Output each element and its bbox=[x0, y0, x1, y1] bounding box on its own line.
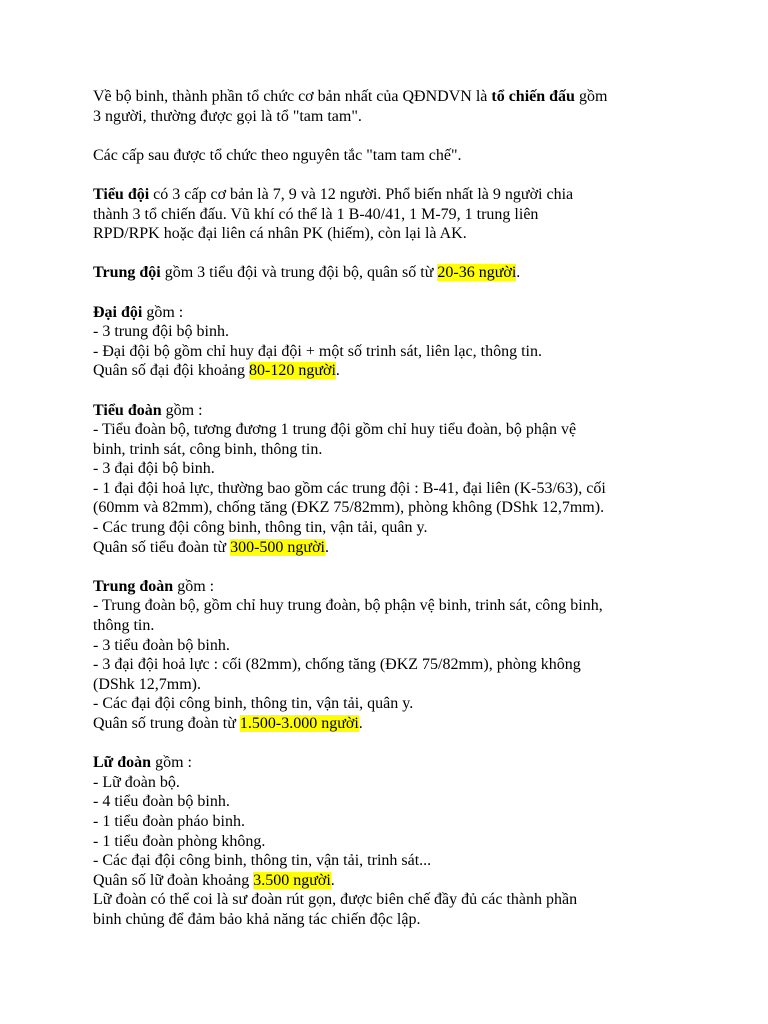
trung-doan-paragraph: Trung đoàn gồm : - Trung đoàn bộ, gồm chỉ huy trung đoàn, bộ phận vệ binh, trinh sát, công binh, thông tin. - 3 tiểu đoàn bộ binh. - 3 đại đội hoả lực : cối (82mm), chống tăng (ĐKZ 75/82mm), phòng không (DShk 12,7mm). - Các đại đội công binh, thông tin, vận tải, quân y. Quân số trung đoàn từ 1.500-3.000 người. bbox=[93, 577, 683, 734]
highlight-tieu-doan-size: 300-500 người bbox=[230, 538, 325, 556]
highlight-trung-doi-size: 20-36 người bbox=[437, 264, 517, 282]
heading-lu-doan: Lữ đoàn bbox=[93, 754, 152, 772]
list-item: (DShk 12,7mm). bbox=[93, 675, 201, 693]
heading-tieu-doan: Tiểu đoàn bbox=[93, 401, 162, 419]
list-item: - Các trung đội công binh, thông tin, vận tải, quân y. bbox=[93, 519, 428, 537]
tieu-doi-paragraph: Tiểu đội có 3 cấp cơ bản là 7, 9 và 12 người. Phổ biến nhất là 9 người chia thành 3 tổ chiến đấu. Vũ khí có thể là 1 B-40/41, 1 M-79, 1 trung liên RPD/RPK hoặc đại liên cá nhân PK (hiếm), còn lại là AK. bbox=[93, 185, 574, 243]
list-item: - Các đại đội công binh, thông tin, vận tải, trinh sát... bbox=[93, 852, 432, 870]
highlight-trung-doan-size: 1.500-3.000 người bbox=[239, 715, 359, 732]
list-item: (60mm và 82mm), chống tăng (ĐKZ 75/82mm), phòng không (DShk 12,7mm). bbox=[93, 499, 605, 517]
heading-trung-doan: Trung đoàn bbox=[93, 577, 174, 595]
principle-paragraph: Các cấp sau được tổ chức theo nguyên tắc "tam tam chế". bbox=[93, 146, 462, 164]
intro-paragraph: Về bộ binh, thành phần tổ chức cơ bản nhất của QĐNDVN là tổ chiến đấu gồm 3 người, thường được gọi là tổ "tam tam". bbox=[93, 88, 608, 125]
list-item: - 1 tiểu đoàn pháo binh. bbox=[93, 812, 245, 830]
highlight-lu-doan-size: 3.500 người bbox=[253, 871, 331, 889]
list-item: - 3 đại đội bộ binh. bbox=[93, 460, 215, 478]
list-item: thông tin. bbox=[93, 617, 155, 635]
list-item: - 4 tiểu đoàn bộ binh. bbox=[93, 793, 230, 811]
heading-tieu-doi: Tiểu đội bbox=[93, 185, 150, 203]
trung-doi-paragraph: Trung đội gồm 3 tiểu đội và trung đội bộ, quân số từ 20-36 người. bbox=[93, 264, 521, 282]
list-item: - 3 trung đội bộ binh. bbox=[93, 323, 229, 341]
highlight-dai-doi-size: 80-120 người bbox=[248, 362, 336, 380]
list-item: - 3 tiểu đoàn bộ binh. bbox=[93, 636, 230, 654]
list-item: binh, trinh sát, công binh, thông tin. bbox=[93, 440, 323, 458]
list-item: - Tiểu đoàn bộ, tương đương 1 trung đội gồm chỉ huy tiểu đoàn, bộ phận vệ bbox=[93, 421, 577, 439]
note-line: binh chủng để đảm bảo khả năng tác chiến độc lập. bbox=[93, 910, 421, 928]
list-item: - Các đại đội công binh, thông tin, vận tải, quân y. bbox=[93, 695, 414, 713]
term-to-chien-dau: tổ chiến đấu bbox=[491, 88, 575, 105]
list-item: - 1 đại đội hoả lực, thường bao gồm các trung đội : B-41, đại liên (K-53/63), cối bbox=[93, 479, 606, 497]
list-item: - Đại đội bộ gồm chỉ huy đại đội + một số trinh sát, liên lạc, thông tin. bbox=[93, 342, 542, 360]
list-item: - Lữ đoàn bộ. bbox=[93, 773, 180, 791]
lu-doan-paragraph: Lữ đoàn gồm : - Lữ đoàn bộ. - 4 tiểu đoàn bộ binh. - 1 tiểu đoàn pháo binh. - 1 tiểu đoàn phòng không. - Các đại đội công binh, thông tin, vận tải, trinh sát... Quân số lữ đoàn khoảng 3.500 người. Lữ đoàn có thể coi là sư đoàn rút gọn, được biên chế đầy đủ các thành phần binh chủng để đảm bảo khả năng tác chiến độc lập. bbox=[93, 753, 683, 929]
document-page bbox=[93, 87, 683, 949]
list-item: - 1 tiểu đoàn phòng không. bbox=[93, 832, 266, 850]
list-item: - 3 đại đội hoả lực : cối (82mm), chống tăng (ĐKZ 75/82mm), phòng không bbox=[93, 656, 581, 674]
note-line: Lữ đoàn có thể coi là sư đoàn rút gọn, được biên chế đầy đủ các thành phần bbox=[93, 891, 578, 909]
dai-doi-paragraph: Đại đội gồm : - 3 trung đội bộ binh. - Đại đội bộ gồm chỉ huy đại đội + một số trinh sát, liên lạc, thông tin. Quân số đại đội khoảng 80-120 người. bbox=[93, 303, 683, 381]
heading-dai-doi: Đại đội bbox=[93, 303, 143, 321]
heading-trung-doi: Trung đội bbox=[93, 264, 161, 282]
tieu-doan-paragraph: Tiểu đoàn gồm : - Tiểu đoàn bộ, tương đương 1 trung đội gồm chỉ huy tiểu đoàn, bộ phận vệ binh, trinh sát, công binh, thông tin. - 3 đại đội bộ binh. - 1 đại đội hoả lực, thường bao gồm các trung đội : B-41, đại liên (K-53/63), cối (60mm và 82mm), chống tăng (ĐKZ 75/82mm), phòng không (DShk 12,7mm). - Các trung đội công binh, thông tin, vận tải, quân y. Quân số tiểu đoàn từ 300-500 người. bbox=[93, 401, 683, 558]
list-item: - Trung đoàn bộ, gồm chỉ huy trung đoàn, bộ phận vệ binh, trinh sát, công binh, bbox=[93, 597, 603, 615]
